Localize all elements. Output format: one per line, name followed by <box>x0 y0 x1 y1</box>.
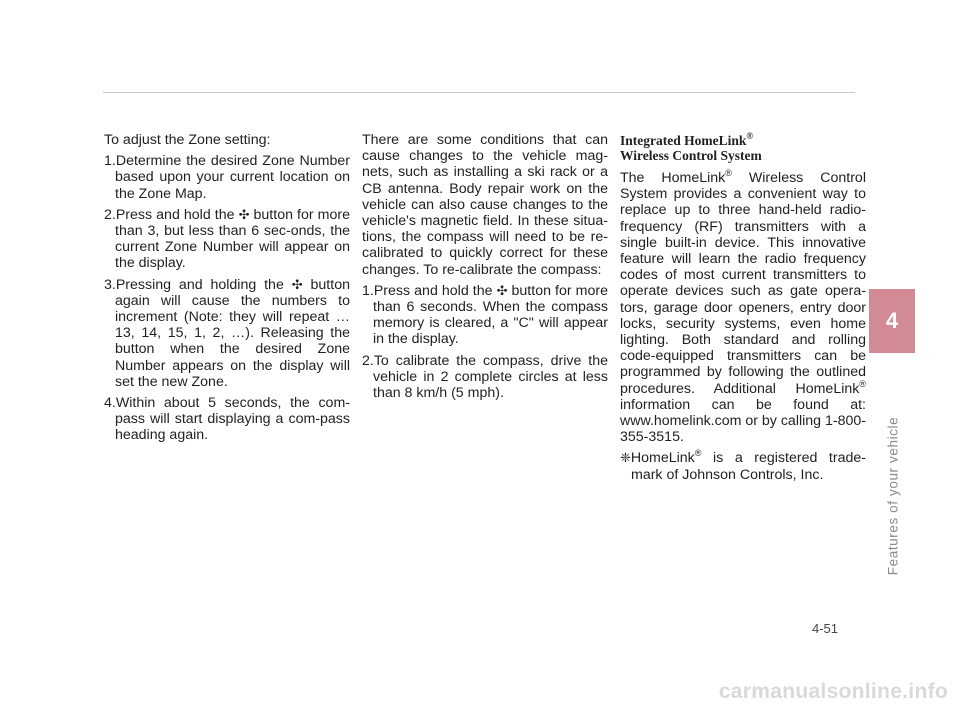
column-zone-setting <box>104 132 350 449</box>
registered-mark: ® <box>694 448 702 459</box>
paragraph-text: Wireless Control System provides a convenient way to replace up to three hand-held radio-frequency (RF) transmitters with a single built-in device. This innovative feature will learn the radio frequency codes of most current transmitters to operate devices such as gate opera-tors, garage door openers, entry door locks, security systems, even home lighting. Both standard and rolling code-equipped transmitters can be programmed by following the outlined procedures. Additional HomeLink <box>620 170 866 397</box>
note-text: HomeLink <box>630 450 695 467</box>
heading-line-1: Integrated HomeLink <box>620 133 747 148</box>
step-number: 1. <box>362 282 374 299</box>
header-rule <box>103 92 855 93</box>
zone-step-1 <box>104 153 350 202</box>
step-text: button again will cause the numbers to increment (Note: they will repeat …13, 14, 15, 1, 2, …). Releasing the button when the desired Zone Number appears on the display will set the new Zone. <box>115 276 350 390</box>
step-number: 2. <box>362 352 374 369</box>
homelink-paragraph <box>620 170 866 445</box>
column-homelink <box>620 133 866 488</box>
recalibrate-step-2 <box>362 353 608 402</box>
note-marker-icon: ❈ <box>620 450 631 466</box>
step-number: 1. <box>104 153 116 170</box>
trademark-note <box>620 450 866 482</box>
registered-mark: ® <box>859 378 866 389</box>
zone-step-3 <box>104 277 350 390</box>
step-text: Press and hold the <box>115 206 235 223</box>
recalibrate-step-1 <box>362 283 608 348</box>
step-text: button for more than 3, but less than 6 sec-onds, the current Zone Number will appear on the display. <box>115 206 350 272</box>
step-text: Within about 5 seconds, the com-pass will start displaying a com-pass heading again. <box>115 395 350 444</box>
paragraph-text: information can be found at: www.homelink.com or by calling 1-800-355-3515. <box>620 396 867 446</box>
section-heading <box>620 133 866 163</box>
registered-mark: ® <box>725 168 732 178</box>
step-number: 3. <box>104 276 116 293</box>
paragraph-text: The HomeLink <box>620 170 726 186</box>
chapter-title: Features of your vehicle <box>885 416 901 576</box>
step-text: Press and hold the <box>373 282 493 299</box>
step-number: 2. <box>104 206 116 223</box>
step-text: button for more than 6 seconds. When the compass memory is cleared, a "C" will appear in the display. <box>373 282 608 348</box>
step-text: Pressing and holding the <box>115 276 284 293</box>
watermark: carmanualsonline.info <box>718 680 948 703</box>
registered-mark: ® <box>746 131 754 141</box>
step-text: Determine the desired Zone Number based upon your current location on the Zone Map. <box>115 153 350 202</box>
heading-line-2: Wireless Control System <box>620 148 762 163</box>
page-number: 4-51 <box>812 621 839 636</box>
compass-button-icon: ✣ <box>238 206 250 222</box>
note-text: is a registered trade-mark of Johnson Controls, Inc. <box>631 450 866 483</box>
step-text: To calibrate the compass, drive the vehicle in 2 complete circles at less than 8 km/h (5 mph). <box>373 352 608 402</box>
column-recalibrate <box>362 132 608 406</box>
chapter-tab: 4 <box>869 289 915 353</box>
zone-intro: To adjust the Zone setting: <box>104 132 271 148</box>
compass-button-icon: ✣ <box>496 282 508 298</box>
recalibrate-intro: There are some conditions that can cause changes to the vehicle mag-nets, such as installing a ski rack or a CB antenna. Body repair work on the vehicle can also cause changes to the vehicle's magnetic field. In these situa-tions, the compass will need to be re-calibrated to quickly correct for these changes. To re-calibrate the compass: <box>362 132 608 278</box>
zone-step-2 <box>104 207 350 272</box>
zone-step-4 <box>104 395 350 444</box>
step-number: 4. <box>104 395 116 412</box>
compass-button-icon: ✣ <box>291 276 303 292</box>
